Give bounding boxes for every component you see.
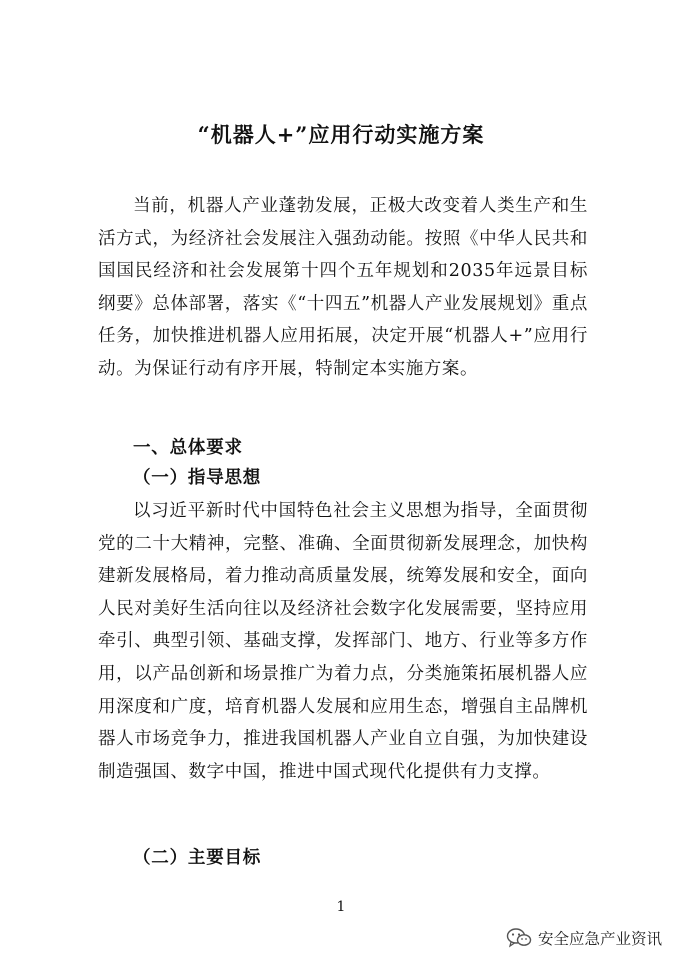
wechat-official-account-icon bbox=[506, 927, 532, 949]
document-title: “机器人+”应用行动实施方案 bbox=[197, 122, 485, 147]
subsection-heading-main-goals: （二）主要目标 bbox=[133, 848, 262, 868]
watermark-text: 安全应急产业资讯 bbox=[537, 930, 662, 948]
page-number: 1 bbox=[336, 899, 346, 915]
guiding-ideology-paragraph: 以习近平新时代中国特色社会主义思想为指导，全面贯彻党的二十大精神，完整、准确、全面贯彻新发展理念，加快构建新发展格局，着力推动高质量发展，统筹发展和安全，面向人民对美好生活向往以及经济社会数字化发展需要，坚持应用牵引、典型引领、基础支撑，发挥部门、地方、行业等多方作用，以产品创新和场景推广为着力点，分类施策拓展机器人应用深度和广度，培育机器人发展和应用生态，增强自主品牌机器人市场竞争力，推进我国机器人产业自立自强，为加快建设制造强国、数字中国，推进中国式现代化提供有力支撑。 bbox=[98, 501, 588, 782]
section-heading-overall-requirements: 一、总体要求 bbox=[133, 438, 243, 458]
intro-paragraph: 当前，机器人产业蓬勃发展，正极大改变着人类生产和生活方式，为经济社会发展注入强劲动能。按照《中华人民共和国国民经济和社会发展第十四个五年规划和2035年远景目标纲要》总体部署，落实《“十四五”机器人产业发展规划》重点任务，加快推进机器人应用拓展，决定开展“机器人+”应用行动。为保证行动有序开展，特制定本实施方案。 bbox=[98, 196, 588, 379]
watermark bbox=[506, 924, 662, 952]
subsection-heading-guiding-ideology: （一）指导思想 bbox=[133, 468, 262, 488]
